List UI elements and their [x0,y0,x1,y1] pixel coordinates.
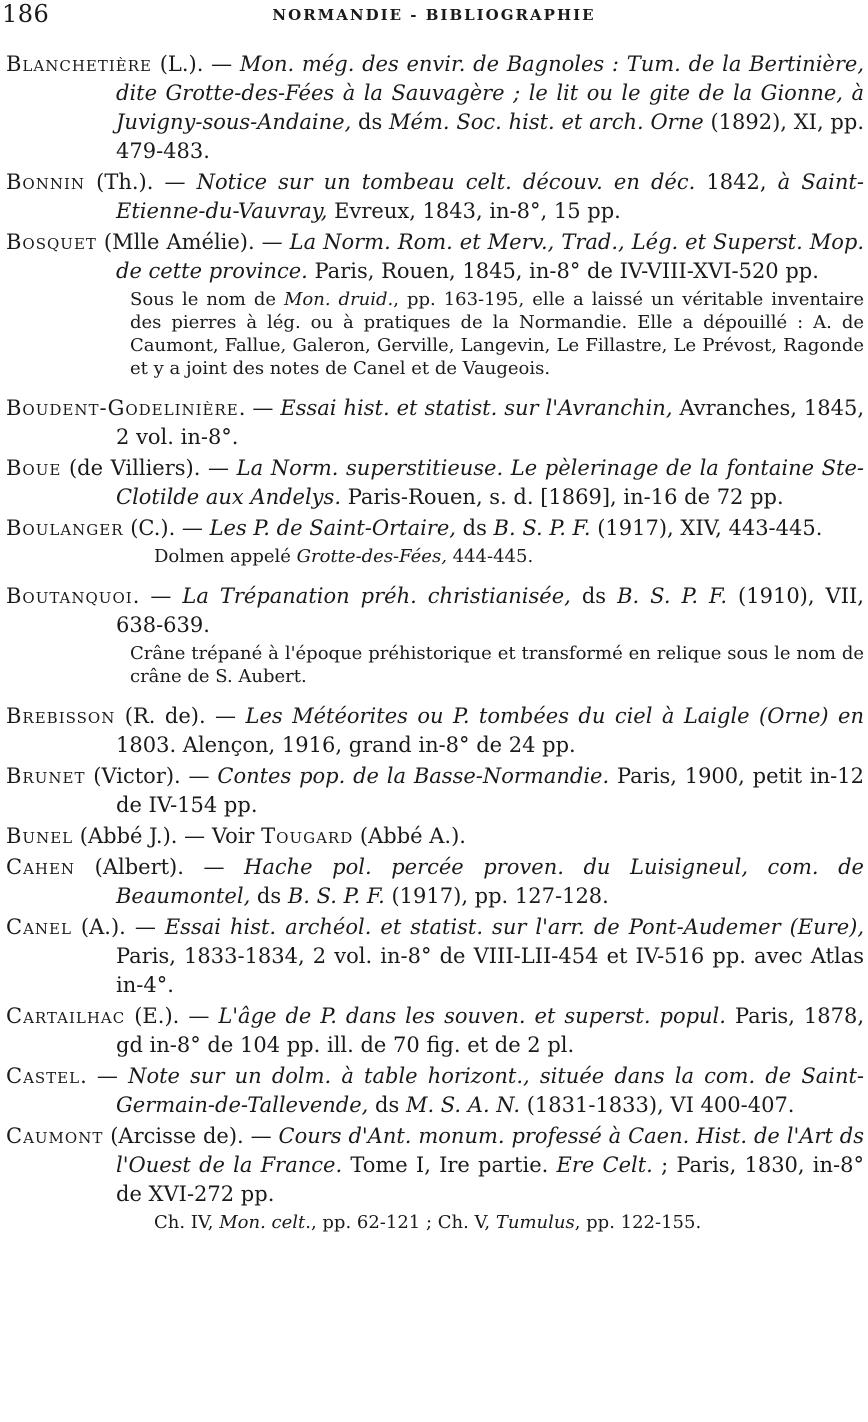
bibliography-entry [0,454,864,512]
entry-rest: ds [250,884,288,908]
entry-title: Cours d'Ant. monum. professé à Caen. Hist. de l'Art ds l'Ouest de la France. [116,1124,864,1177]
entry-names: (A.). — [71,915,165,939]
note-text: Crâne trépané à l'époque préhistorique et transformé en relique sous le nom de crâne de S. Aubert. [130,643,864,687]
entry-rest: ds [368,1093,406,1117]
entry-rest: 1842, [695,170,778,194]
entry-author: Bosquet [6,230,97,254]
entry-rest: ; Paris, 1830, in-8° de XVI-272 pp. [116,1153,864,1206]
entry-rest: (1917), XIV, 443-445. [590,516,823,540]
entry-volume: Ere Celt. [556,1153,653,1177]
note-title: Mon. druid. [283,289,394,310]
entry-rest: Tome I, Ire partie. [342,1153,557,1177]
bibliography-entry [0,1122,864,1209]
bibliography-list [0,50,868,1238]
entry-note [0,642,864,688]
entry-title: Notice sur un tombeau celt. découv. en déc. [196,170,696,194]
entry-journal: B. S. P. F. [493,516,591,540]
entry-author: Boutanquoi [6,584,133,608]
entry-rest: (Abbé A.). [353,824,466,848]
note-text: , pp. 122-155. [574,1212,702,1233]
bibliography-entry [0,168,864,226]
entry-journal: B. S. P. F. [287,884,385,908]
entry-rest: ds [570,584,618,608]
page-number: 186 [2,0,50,28]
note-title: Tumulus [495,1212,575,1233]
bibliography-entry [0,762,864,820]
entry-author: Boue [6,456,62,480]
entry-names: (Albert). — [75,855,245,879]
entry-author: Castel [6,1064,81,1088]
note-text: Sous le nom de [130,289,284,310]
note-text: Dolmen appelé [154,546,297,567]
entry-journal: B. S. P. F. [617,584,728,608]
bibliography-entry [0,853,864,911]
entry-names: (Arcisse de). — [103,1124,279,1148]
entry-title: La Norm. Rom. et Merv., Trad., Lég. et Superst. Mop. de cette province. [116,230,864,283]
bibliography-entry [0,394,864,452]
entry-author: Cahen [6,855,76,879]
entry-rest: ds [351,110,390,134]
entry-rest: Paris, Rouen, 1845, in-8° de IV-VIII-XVI-520 pp. [307,259,819,283]
entry-names: . — [132,584,183,608]
entry-rest: (1892), XI, pp. 479-483. [116,110,864,163]
entry-title: La Trépanation préh. christianisée, [182,584,571,608]
bibliography-entry [0,582,864,640]
entry-rest: Paris, 1878, gd in-8° de 104 pp. ill. de 70 fig. et de 2 pl. [116,1004,864,1057]
entry-author: Brebisson [6,704,116,728]
entry-title: Mon. még. des envir. de Bagnoles : Tum. de la Bertinière, dite Grotte-des-Fées à la Sauvagère ; le lit ou le gite de la Gionne, à Juvigny-sous-Andaine, [116,52,864,134]
entry-rest: Paris, 1833-1834, 2 vol. in-8° de VIII-LII-454 et IV-516 pp. avec Atlas in-4°. [116,944,864,997]
entry-note [0,545,864,568]
bibliography-entry [0,228,864,286]
entry-names: . — [238,396,281,420]
entry-author: Boudent-Godelinière [6,396,239,420]
entry-names: (R. de). — [115,704,246,728]
note-text: 444-445. [446,546,534,567]
bibliography-entry [0,514,864,543]
entry-names: (L.). — [151,52,240,76]
entry-journal: Mém. Soc. hist. et arch. Orne [389,110,704,134]
entry-names: . — [80,1064,129,1088]
bibliography-entry [0,50,864,166]
entry-names: (E.). — [125,1004,219,1028]
entry-title: Hache pol. percée proven. du Luisigneul, com. de Beaumontel, [116,855,864,908]
entry-rest: Paris-Rouen, s. d. [1869], in-16 de 72 pp. [341,485,784,509]
note-text: , pp. 163-195, elle a laissé un véritable inventaire des pierres à lég. ou à pratiques de la Normandie. Elle a dépouillé : A. de Caumont, Fallue, Galeron, Gerville, Langevin, Le Fillastre, Le Prévost, Ragonde et y a joint des notes de Canel et de Vaugeois. [130,289,864,379]
entry-title: Les Météorites ou P. tombées du ciel à Laigle (Orne) en [245,704,865,728]
note-title: Mon. celt. [219,1212,311,1233]
entry-rest: ds [455,516,494,540]
entry-names: (de Villiers). — [61,456,237,480]
entry-rest: (1831-1833), VI 400-407. [520,1093,795,1117]
entry-names: (Th.). — [85,170,197,194]
entry-title: Note sur un dolm. à table horizont., située dans la com. de Saint-Germain-de-Tallevende, [116,1064,865,1117]
entry-author: Canel [6,915,72,939]
entry-author: Bonnin [6,170,86,194]
entry-author: Boulanger [6,516,124,540]
entry-rest: Evreux, 1843, in-8°, 15 pp. [327,199,621,223]
running-title: NORMANDIE - BIBLIOGRAPHIE [272,6,596,24]
entry-rest: Paris, 1900, petit in-12 de IV-154 pp. [116,764,864,817]
entry-rest: Avranches, 1845, 2 vol. in-8°. [116,396,865,449]
entry-title: Essai hist. archéol. et statist. sur l'arr. de Pont-Audemer (Eure), [164,915,864,939]
entry-journal: M. S. A. N. [405,1093,521,1117]
entry-title: La Norm. superstitieuse. Le pèlerinage de la fontaine Ste-Clotilde aux Andelys. [116,456,864,509]
entry-title: Essai hist. et statist. sur l'Avranchin, [280,396,673,420]
entry-rest: Voir [211,824,262,848]
note-title: Grotte-des-Fées, [296,546,447,567]
note-text: Ch. IV, [154,1212,220,1233]
entry-author: Caumont [6,1124,104,1148]
entry-title: L'âge de P. dans les souven. et superst. popul. [218,1004,726,1028]
entry-see-author: Tougard [261,824,354,848]
entry-rest: 1803. Alençon, 1916, grand in-8° de 24 pp. [116,733,576,757]
entry-author: Blanchetière [6,52,152,76]
bibliography-entry [0,1062,864,1120]
entry-title: Les P. de Saint-Ortaire, [209,516,456,540]
note-text: , pp. 62-121 ; Ch. V, [310,1212,496,1233]
page-header [0,0,868,30]
entry-title: Contes pop. de la Basse-Normandie. [217,764,610,788]
entry-rest: (1917), pp. 127-128. [384,884,609,908]
entry-place: à Saint-Etienne-du-Vauvray, [116,170,864,223]
entry-names: (Abbé J.). — [73,824,212,848]
bibliography-entry [0,822,864,851]
entry-note [0,1211,864,1234]
entry-rest: (1910), VII, 638-639. [116,584,864,637]
entry-author: Cartailhac [6,1004,126,1028]
bibliography-entry [0,1002,864,1060]
entry-names: (C.). — [123,516,210,540]
entry-names: (Mlle Amélie). — [96,230,290,254]
entry-author: Bunel [6,824,74,848]
entry-note [0,288,864,380]
entry-author: Brunet [6,764,86,788]
bibliography-entry [0,702,864,760]
entry-names: (Victor). — [85,764,218,788]
bibliography-entry [0,913,864,1000]
